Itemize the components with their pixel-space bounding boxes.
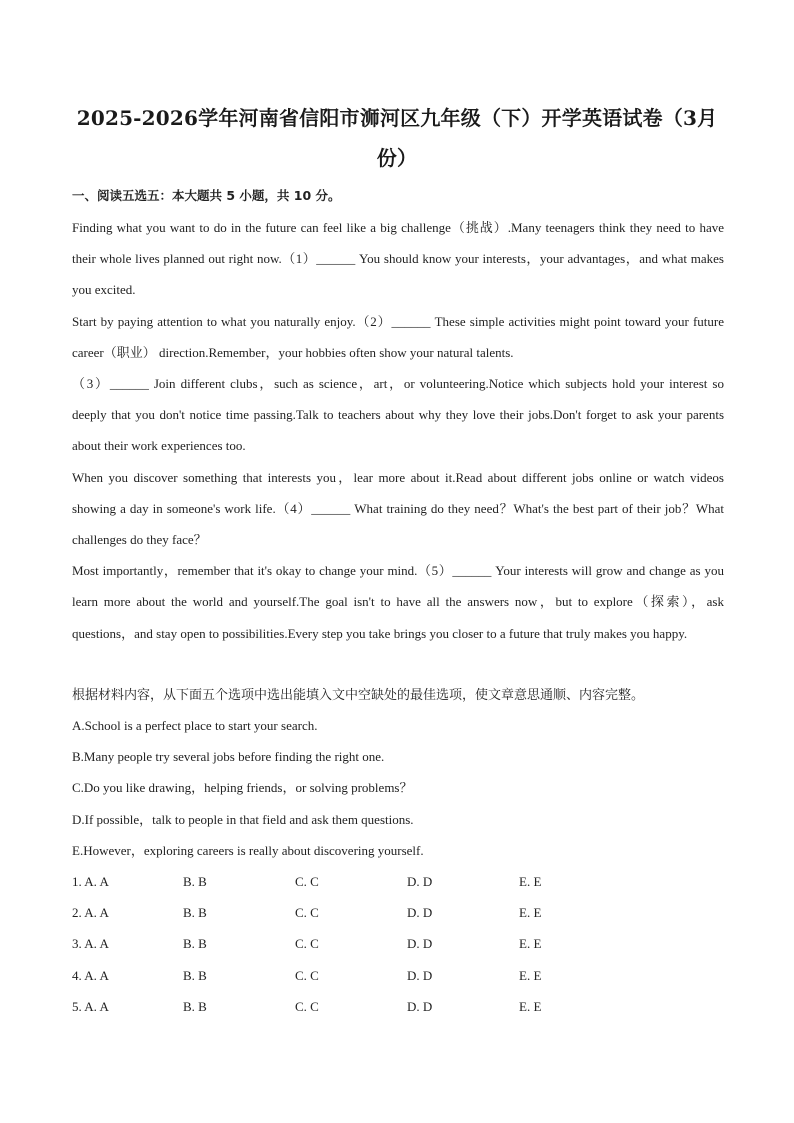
choice-e[interactable]: E. E [519, 967, 542, 983]
question-row [72, 866, 672, 897]
passage-paragraph: Finding what you want to do in the future can feel like a big challenge（挑战）.Many teenagers think they need to have their whole lives planned out right now.（1）______ You should know your interests，your advantages，and what makes you excited. [72, 220, 724, 298]
choice-b[interactable]: B. B [183, 936, 207, 952]
page-title: 2025-2026学年河南省信阳市浉河区九年级（下）开学英语试卷（3月份） [76, 106, 718, 170]
choice-e[interactable]: E. E [519, 998, 542, 1014]
instruction-text: 根据材料内容，从下面五个选项中选出能填入文中空缺处的最佳选项，使文章意思通顺、内容完整。 [72, 688, 645, 703]
question-row [72, 928, 672, 959]
option-e: E.However，exploring careers is really about discovering yourself. [72, 842, 424, 858]
passage-paragraph: Most importantly，remember that it's okay to change your mind.（5）______ Your interests will grow and change as you learn more about the world and yourself.The goal isn't to have all the answers now，but to explore（探索），ask questions，and stay open to possibilities.Every step you take brings you closer to a future that truly makes you happy. [72, 563, 724, 641]
choice-d[interactable]: D. D [407, 905, 433, 921]
option-a: A.School is a perfect place to start your search. [72, 718, 318, 733]
choice-c[interactable]: C. C [295, 905, 319, 921]
choice-a[interactable]: 5. A. A [72, 998, 109, 1014]
choice-d[interactable]: D. D [407, 936, 433, 952]
choice-c[interactable]: C. C [295, 874, 319, 889]
question-row [72, 960, 672, 991]
choice-a[interactable]: 1. A. A [72, 874, 109, 889]
passage-paragraph: Start by paying attention to what you naturally enjoy.（2）______ These simple activities might point toward your future career（职业） direction.Remember，your hobbies often show your natural talents. [72, 313, 724, 360]
choice-e[interactable]: E. E [519, 936, 542, 952]
choice-d[interactable]: D. D [407, 874, 433, 889]
option-d: D.If possible，talk to people in that field and ask them questions. [72, 811, 414, 827]
choice-a[interactable]: 3. A. A [72, 936, 109, 952]
reading-passage [72, 212, 724, 649]
option-list [72, 710, 724, 866]
choice-c[interactable]: C. C [295, 998, 319, 1014]
choice-c[interactable]: C. C [295, 936, 319, 952]
option-b: B.Many people try several jobs before finding the right one. [72, 749, 385, 765]
question-list [72, 866, 672, 1022]
choice-b[interactable]: B. B [183, 874, 207, 889]
passage-paragraph: When you discover something that interests you，lear more about it.Read about different jobs online or watch videos showing a day in someone's work life.（4）______ What training do they need？What's the best part of their job？What challenges do they face？ [72, 469, 724, 548]
question-row [72, 991, 672, 1022]
choice-b[interactable]: B. B [183, 905, 207, 921]
choice-b[interactable]: B. B [183, 967, 207, 983]
choice-d[interactable]: D. D [407, 967, 433, 983]
choice-c[interactable]: C. C [295, 967, 319, 983]
choice-e[interactable]: E. E [519, 905, 542, 921]
choice-b[interactable]: B. B [183, 998, 207, 1014]
section-heading: 一、阅读五选五：本大题共 5 小题，共 10 分。 [72, 188, 341, 203]
choice-a[interactable]: 2. A. A [72, 905, 109, 921]
choice-d[interactable]: D. D [407, 998, 433, 1014]
option-c: C.Do you like drawing，helping friends，or solving problems？ [72, 780, 413, 796]
choice-e[interactable]: E. E [519, 874, 542, 889]
question-row [72, 897, 672, 928]
choice-a[interactable]: 4. A. A [72, 967, 109, 983]
passage-paragraph: （3）______ Join different clubs，such as science，art，or volunteering.Notice which subjects hold your interest so deeply that you don't notice time passing.Talk to teachers about why they love their jobs.Don't forget to ask your parents about their work experiences too. [72, 376, 724, 454]
